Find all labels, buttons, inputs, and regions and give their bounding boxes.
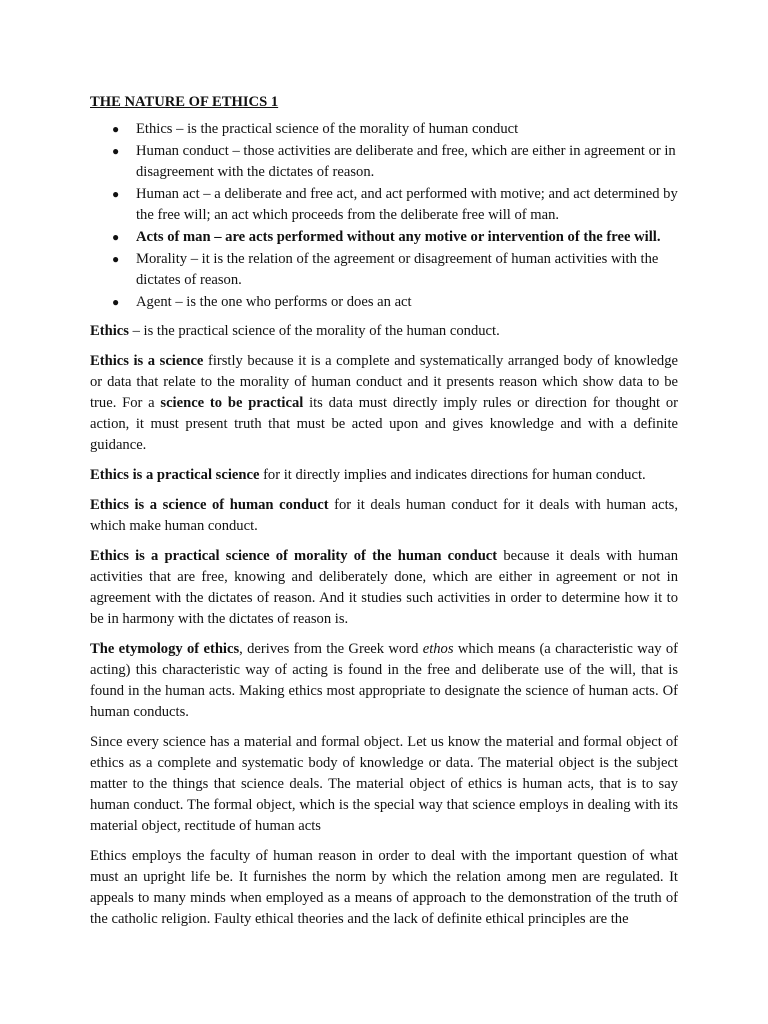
- paragraph-morality: [90, 546, 678, 630]
- paragraph-etymology: [90, 639, 678, 723]
- paragraph-human-reason: Ethics employs the faculty of human reason in order to deal with the important question of what must an upright life be. It furnishes the norm by which the relation among men are regulated. It appeals to many minds when employed as a means of approach to the demonstration of the truth of the catholic religion. Faulty ethical theories and the lack of definite ethical principles are the: [90, 848, 678, 927]
- list-item-text: Acts of man – are acts performed without any motive or intervention of the free will.: [136, 229, 661, 245]
- list-item-text: Human conduct – those activities are deliberate and free, which are either in agreement or in disagreement with the dictates of reason.: [136, 143, 676, 180]
- paragraph-text: – is the practical science of the morality of the human conduct.: [128, 323, 500, 339]
- document-title: THE NATURE OF ETHICS 1: [90, 94, 279, 110]
- bullet-icon: ●: [112, 122, 120, 136]
- list-item-text: Agent – is the one who performs or does an act: [136, 294, 412, 310]
- paragraph-emphasis: science to be practical: [160, 395, 304, 411]
- paragraph-text: its data must directly imply rules or direction for thought or action, it must present truth that must be acted upon and gives knowledge and with a definite guidance.: [90, 395, 678, 453]
- paragraph-ethics-definition: [90, 321, 678, 342]
- paragraph-term: ethos: [422, 641, 454, 657]
- paragraph-lead: Ethics is a practical science of morality of the human conduct: [90, 548, 498, 564]
- paragraph-text: , derives from the Greek word: [239, 641, 423, 657]
- bullet-icon: ●: [112, 295, 120, 309]
- list-item: [90, 141, 678, 183]
- bullet-icon: ●: [112, 144, 120, 158]
- paragraph-material-formal-object: Since every science has a material and formal object. Let us know the material and formal object of ethics as a complete and systematic body of knowledge or data. The material object is the subject matter to the things that science deals. The material object of ethics is human acts, that is to say human conduct. The formal object, which is the special way that science employs in dealing with its material object, rectitude of human acts: [90, 734, 678, 834]
- paragraph-human-conduct: [90, 495, 678, 537]
- paragraph-text: for it deals human conduct for it deals with human acts, which make human conduct.: [90, 497, 678, 534]
- list-item-text: Morality – it is the relation of the agreement or disagreement of human activities with the dictates of reason.: [136, 251, 659, 288]
- paragraph-lead: Ethics is a science of human conduct: [90, 497, 329, 513]
- list-item: [90, 249, 678, 291]
- list-item-text: Ethics – is the practical science of the morality of human conduct: [136, 121, 519, 137]
- list-item: [90, 227, 678, 248]
- bullet-icon: ●: [112, 252, 120, 266]
- paragraph-lead: Ethics is a practical science: [90, 467, 260, 483]
- list-item: [90, 119, 678, 140]
- paragraph-text: which means (a characteristic way of acting) this characteristic way of acting is found in the free and deliberate use of the will, that is found in the human acts. Making ethics most appropriate to designate the science of human acts. Of human conducts.: [90, 641, 678, 720]
- paragraph-lead: The etymology of ethics: [90, 641, 240, 657]
- paragraph-practical-science: [90, 465, 678, 486]
- list-item: [90, 292, 678, 313]
- paragraph-lead: Ethics is a science: [90, 353, 204, 369]
- paragraph-text: for it directly implies and indicates directions for human conduct.: [259, 467, 646, 483]
- bullet-icon: ●: [112, 230, 120, 244]
- paragraph-text: because it deals with human activities that are free, knowing and deliberately done, which are either in agreement or not in agreement with the dictates of reason. And it studies such activities in order to determine how it to be in harmony with the dictates of reason is.: [90, 548, 678, 627]
- list-item-text: Human act – a deliberate and free act, and act performed with motive; and act determined by the free will; an act which proceeds from the deliberate free will of man.: [136, 186, 678, 223]
- paragraph-lead: Ethics: [90, 323, 129, 339]
- document-body: [90, 92, 678, 939]
- paragraph-ethics-science: [90, 351, 678, 456]
- bullet-icon: ●: [112, 187, 120, 201]
- paragraph-text: firstly because it is a complete and systematically arranged body of knowledge or data that relate to the morality of human conduct and it presents reason which show data to be true. For a: [90, 353, 678, 411]
- definitions-list: [90, 119, 678, 313]
- list-item: [90, 184, 678, 226]
